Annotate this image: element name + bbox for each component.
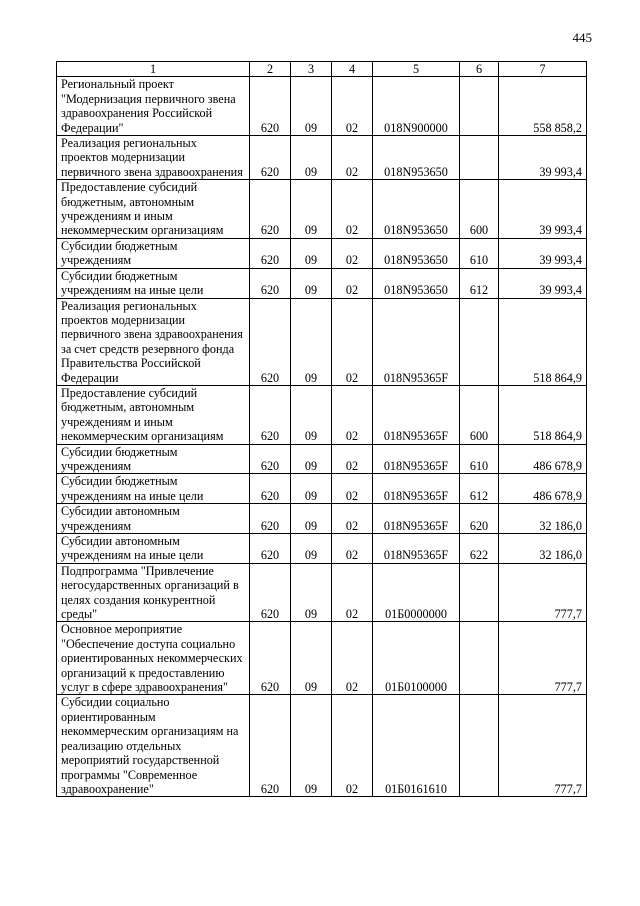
row-code-5: 018N953650 xyxy=(373,180,460,239)
row-code-2: 620 xyxy=(250,444,291,474)
row-amount: 39 993,4 xyxy=(499,238,587,268)
row-name: Подпрограмма "Привлечение негосударственных организаций в целях создания конкурентной среды" xyxy=(57,563,250,622)
table-row xyxy=(57,298,587,385)
row-code-6 xyxy=(460,622,499,695)
row-code-2: 620 xyxy=(250,385,291,444)
row-name: Субсидии автономным учреждениям на иные цели xyxy=(57,534,250,564)
row-code-6: 610 xyxy=(460,444,499,474)
row-code-4: 02 xyxy=(332,268,373,298)
table-row xyxy=(57,622,587,695)
row-code-5: 01Б0100000 xyxy=(373,622,460,695)
row-name: Реализация региональных проектов модернизации первичного звена здравоохранения xyxy=(57,136,250,180)
row-code-5: 018N900000 xyxy=(373,77,460,136)
row-code-3: 09 xyxy=(291,444,332,474)
row-code-5: 018N95365F xyxy=(373,504,460,534)
row-code-2: 620 xyxy=(250,298,291,385)
row-code-3: 09 xyxy=(291,238,332,268)
row-code-5: 018N953650 xyxy=(373,268,460,298)
table-row xyxy=(57,268,587,298)
row-name: Предоставление субсидий бюджетным, автономным учреждениям и иным некоммерческим организациям xyxy=(57,385,250,444)
row-code-4: 02 xyxy=(332,298,373,385)
row-code-5: 018N95365F xyxy=(373,534,460,564)
row-code-3: 09 xyxy=(291,385,332,444)
row-code-4: 02 xyxy=(332,77,373,136)
row-amount: 39 993,4 xyxy=(499,268,587,298)
table-row xyxy=(57,474,587,504)
row-code-4: 02 xyxy=(332,136,373,180)
table-row xyxy=(57,136,587,180)
row-code-4: 02 xyxy=(332,504,373,534)
column-header: 5 xyxy=(373,62,460,77)
table-row xyxy=(57,695,587,797)
row-amount: 777,7 xyxy=(499,695,587,797)
table-row xyxy=(57,534,587,564)
row-code-5: 01Б0161610 xyxy=(373,695,460,797)
row-amount: 486 678,9 xyxy=(499,444,587,474)
row-code-5: 018N953650 xyxy=(373,136,460,180)
row-code-2: 620 xyxy=(250,622,291,695)
column-header: 4 xyxy=(332,62,373,77)
table-row xyxy=(57,444,587,474)
row-code-3: 09 xyxy=(291,298,332,385)
row-name: Субсидии бюджетным учреждениям xyxy=(57,238,250,268)
row-name: Субсидии автономным учреждениям xyxy=(57,504,250,534)
table-row xyxy=(57,180,587,239)
row-amount: 518 864,9 xyxy=(499,298,587,385)
row-code-4: 02 xyxy=(332,238,373,268)
column-header: 2 xyxy=(250,62,291,77)
row-code-4: 02 xyxy=(332,474,373,504)
row-code-5: 018N95365F xyxy=(373,385,460,444)
row-name: Предоставление субсидий бюджетным, автономным учреждениям и иным некоммерческим организациям xyxy=(57,180,250,239)
row-amount: 486 678,9 xyxy=(499,474,587,504)
row-code-2: 620 xyxy=(250,563,291,622)
row-code-3: 09 xyxy=(291,504,332,534)
row-code-6: 622 xyxy=(460,534,499,564)
row-code-5: 018N95365F xyxy=(373,298,460,385)
row-code-6: 600 xyxy=(460,180,499,239)
row-amount: 518 864,9 xyxy=(499,385,587,444)
row-code-4: 02 xyxy=(332,534,373,564)
row-code-3: 09 xyxy=(291,180,332,239)
row-amount: 39 993,4 xyxy=(499,180,587,239)
row-code-3: 09 xyxy=(291,534,332,564)
column-header: 1 xyxy=(57,62,250,77)
row-amount: 32 186,0 xyxy=(499,534,587,564)
row-name: Региональный проект "Модернизация первичного звена здравоохранения Российской Федерации" xyxy=(57,77,250,136)
column-header: 7 xyxy=(499,62,587,77)
row-code-6 xyxy=(460,136,499,180)
row-name: Субсидии бюджетным учреждениям на иные цели xyxy=(57,268,250,298)
row-code-5: 018N953650 xyxy=(373,238,460,268)
row-code-3: 09 xyxy=(291,622,332,695)
page-number: 445 xyxy=(572,30,592,45)
row-amount: 39 993,4 xyxy=(499,136,587,180)
row-code-6: 612 xyxy=(460,268,499,298)
row-code-6 xyxy=(460,77,499,136)
row-code-5: 018N95365F xyxy=(373,444,460,474)
row-code-3: 09 xyxy=(291,268,332,298)
table-row xyxy=(57,238,587,268)
table-row xyxy=(57,563,587,622)
row-code-6: 620 xyxy=(460,504,499,534)
table-row xyxy=(57,385,587,444)
column-header: 3 xyxy=(291,62,332,77)
column-header: 6 xyxy=(460,62,499,77)
row-code-4: 02 xyxy=(332,444,373,474)
row-code-4: 02 xyxy=(332,563,373,622)
row-code-2: 620 xyxy=(250,504,291,534)
table-row xyxy=(57,504,587,534)
row-code-6: 612 xyxy=(460,474,499,504)
row-code-2: 620 xyxy=(250,474,291,504)
budget-table xyxy=(56,61,587,797)
row-code-3: 09 xyxy=(291,136,332,180)
row-name: Основное мероприятие "Обеспечение доступа социально ориентированных некоммерческих организаций к предоставлению услуг в сфере здравоохранения" xyxy=(57,622,250,695)
row-code-4: 02 xyxy=(332,180,373,239)
row-amount: 777,7 xyxy=(499,563,587,622)
row-code-6 xyxy=(460,563,499,622)
row-code-5: 018N95365F xyxy=(373,474,460,504)
table-header-row xyxy=(57,62,587,77)
row-code-5: 01Б0000000 xyxy=(373,563,460,622)
row-code-2: 620 xyxy=(250,695,291,797)
row-code-6 xyxy=(460,695,499,797)
row-code-3: 09 xyxy=(291,563,332,622)
row-amount: 32 186,0 xyxy=(499,504,587,534)
row-name: Субсидии бюджетным учреждениям на иные цели xyxy=(57,474,250,504)
row-code-2: 620 xyxy=(250,238,291,268)
row-code-4: 02 xyxy=(332,695,373,797)
row-code-6: 600 xyxy=(460,385,499,444)
row-code-2: 620 xyxy=(250,136,291,180)
row-code-4: 02 xyxy=(332,385,373,444)
row-amount: 777,7 xyxy=(499,622,587,695)
row-code-6 xyxy=(460,298,499,385)
row-code-2: 620 xyxy=(250,268,291,298)
row-code-3: 09 xyxy=(291,77,332,136)
row-code-6: 610 xyxy=(460,238,499,268)
row-name: Субсидии социально ориентированным некоммерческим организациям на реализацию отдельных мероприятий государственной программы "Современное здравоохранение" xyxy=(57,695,250,797)
table-row xyxy=(57,77,587,136)
row-amount: 558 858,2 xyxy=(499,77,587,136)
row-code-4: 02 xyxy=(332,622,373,695)
row-code-2: 620 xyxy=(250,180,291,239)
row-code-2: 620 xyxy=(250,534,291,564)
row-name: Субсидии бюджетным учреждениям xyxy=(57,444,250,474)
row-code-3: 09 xyxy=(291,474,332,504)
row-code-3: 09 xyxy=(291,695,332,797)
row-name: Реализация региональных проектов модернизации первичного звена здравоохранения за счет средств резервного фонда Правительства Российской Федерации xyxy=(57,298,250,385)
row-code-2: 620 xyxy=(250,77,291,136)
